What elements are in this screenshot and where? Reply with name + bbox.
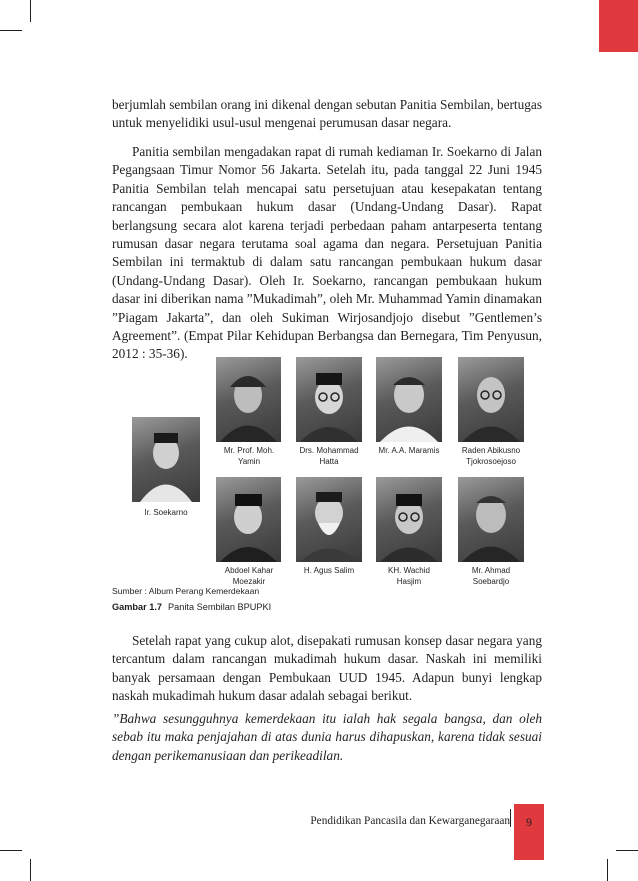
caption-soebardjo: Mr. Ahmad Soebardjo: [471, 566, 511, 586]
photo-maramis: [376, 357, 442, 442]
photo-soebardjo: [458, 477, 524, 562]
figure-caption-text: Panita Sembilan BPUPKI: [168, 602, 272, 612]
footer-divider: [510, 809, 511, 827]
photo-salim: [296, 477, 362, 562]
figure-source: Sumber : Album Perang Kemerdekaan: [112, 586, 260, 596]
paragraph-rumusan: Setelah rapat yang cukup alot, disepakati rumusan konsep dasar negara yang tercantum dalam rancangan mukadimah hukum dasar. Naskah ini memiliki banyak persamaan dengan Pembukaan UUD 1945. Adapun bunyi lengkap naskah mukadimah hukum dasar adalah sebagai berikut.: [112, 633, 542, 704]
paragraph-intro: berjumlah sembilan orang ini dikenal dengan sebutan Panitia Sembilan, bertugas untuk menyelidiki usul-usul mengenai perumusan dasar negara.: [112, 97, 542, 131]
paragraph-mukadimah-quote: ”Bahwa sesungguhnya kemerdekaan itu ialah hak segala bangsa, dan oleh sebab itu maka penjajahan di atas dunia harus dihapuskan, karena tidak sesuai dengan perikemanusiaan dan perikeadilan.: [112, 711, 542, 763]
caption-hatta: Drs. Mohammad Hatta: [299, 446, 359, 466]
crop-mark: [0, 850, 22, 851]
caption-yamin: Mr. Prof. Moh. Yamin: [223, 446, 275, 466]
caption-soekarno: Ir. Soekarno: [144, 508, 188, 517]
photo-hatta: [296, 357, 362, 442]
photo-moezakir: [216, 477, 281, 562]
caption-moezakir: Abdoel Kahar Moezakir: [224, 566, 274, 586]
page-number: 9: [526, 815, 532, 829]
photo-abikusno: [458, 357, 524, 442]
crop-mark: [30, 859, 31, 881]
caption-wachid: KH. Wachid Hasjim: [388, 566, 430, 586]
crop-mark: [0, 30, 22, 31]
photo-yamin: [216, 357, 281, 442]
photo-soekarno: [132, 417, 200, 502]
figure-label: Gambar 1.7: [112, 602, 163, 612]
crop-mark: [30, 0, 31, 22]
footer-book-title: Pendidikan Pancasila dan Kewarganegaraan: [310, 815, 510, 827]
page-number-box: [514, 804, 544, 860]
crop-mark: [607, 859, 608, 881]
caption-maramis: Mr. A.A. Maramis: [378, 446, 440, 455]
caption-abikusno: Raden Abikusno Tjokrosoejoso: [461, 446, 521, 466]
crop-mark: [616, 850, 638, 851]
top-accent-bar: [599, 0, 638, 52]
photo-wachid: [376, 477, 442, 562]
paragraph-panitia-sembilan: Panitia sembilan mengadakan rapat di rumah kediaman Ir. Soekarno di Jalan Pegangsaan Timur Nomor 56 Jakarta. Setelah itu, pada tanggal 22 Juni 1945 Panitia Sembilan telah mencapai satu persetujuan atau kesepakatan tentang rancangan pembukaan hukum dasar (Undang-Undang Dasar). Rapat berlangsung secara alot karena terjadi perbedaan paham antarpeserta tentang rumusan dasar negara terutama soal agama dan negara. Persetujuan Panitia Sembilan ini termaktub di dalam satu rancangan pembukaan hukum dasar (Undang-Undang Dasar). Oleh Ir. Soekarno, rancangan pembukaan hukum dasar ini diberikan nama ”Mukadimah”, oleh Mr. Muhammad Yamin dinamakan ”Piagam Jakarta”, dan oleh Sukiman Wirjosandjojo disebut ”Gentlemen’s Agreement”. (Empat Pilar Kehidupan Berbangsa dan Bernegara, Tim Penyusun, 2012 : 35-36).: [112, 144, 542, 362]
figure-title: [112, 602, 271, 612]
caption-salim: H. Agus Salim: [303, 566, 355, 575]
